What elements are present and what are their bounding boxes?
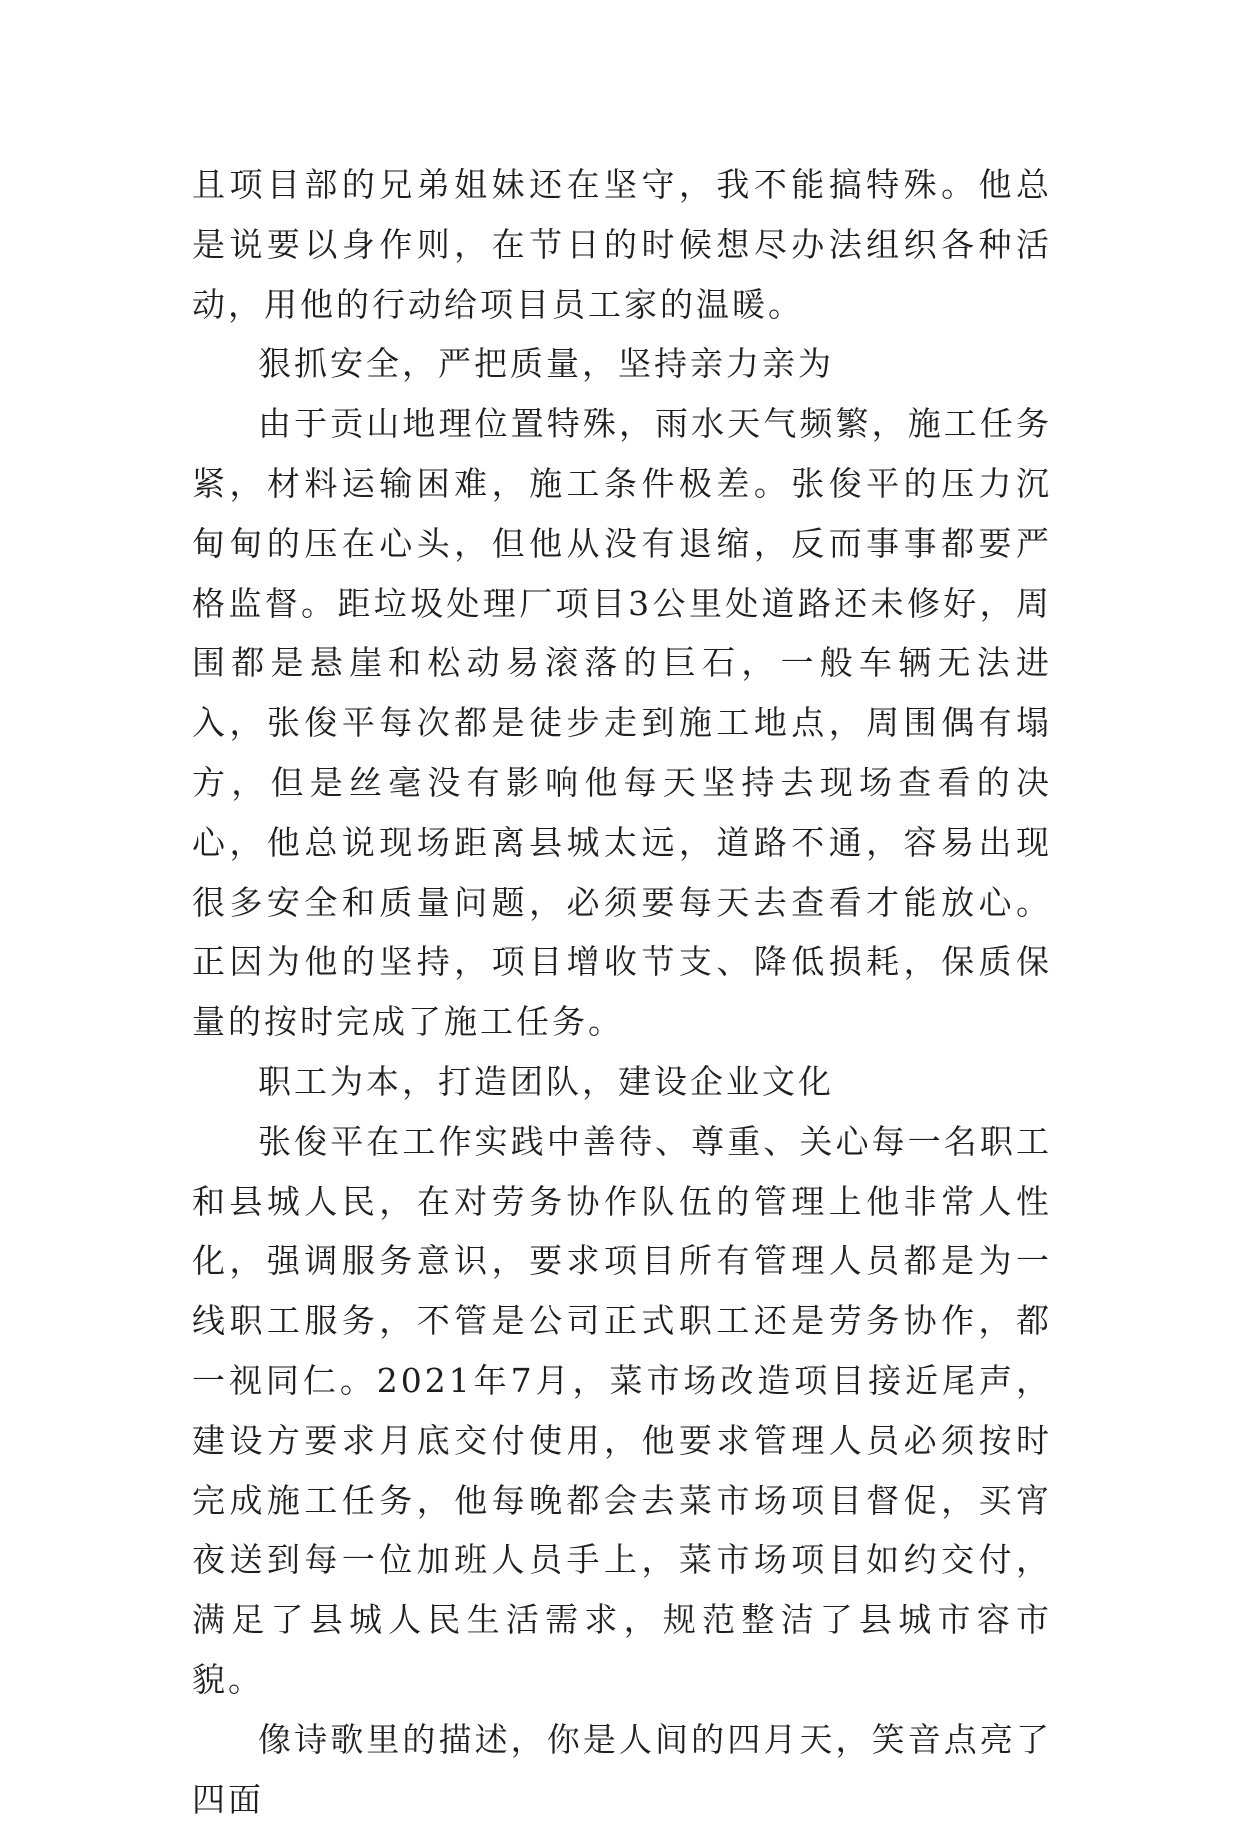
paragraph-closing: 像诗歌里的描述，你是人间的四月天，笑音点亮了四面 — [192, 1719, 1052, 1819]
paragraph-workers: 张俊平在工作实践中善待、尊重、关心每一名职工和县城人民，在对劳务协作队伍的管理上他非常人性化，强调服务意识，要求项目所有管理人员都是为一线职工服务，不管是公司正式职工还是劳务协作，都一视同仁。2021年7月，菜市场改造项目接近尾声，建设方要求月底交付使用，他要求管理人员必须按时完成施工任务，他每晚都会去菜市场项目督促，买宵夜送到每一位加班人员手上，菜市场项目如约交付，满足了县城人民生活需求，规范整洁了县城市容市貌。 — [192, 1121, 1052, 1699]
section-heading-workers: 职工为本，打造团队，建设企业文化 — [258, 1061, 834, 1101]
document-body — [192, 155, 1052, 1829]
paragraph-safety: 由于贡山地理位置特殊，雨水天气频繁，施工任务紧，材料运输困难，施工条件极差。张俊平的压力沉甸甸的压在心头，但他从没有退缩，反而事事都要严格监督。距垃圾处理厂项目3公里处道路还未修好，周围都是悬崖和松动易滚落的巨石，一般车辆无法进入，张俊平每次都是徒步走到施工地点，周围偶有塌方，但是丝毫没有影响他每天坚持去现场查看的决心，他总说现场距离县城太远，道路不通，容易出现很多安全和质量问题，必须要每天去查看才能放心。正因为他的坚持，项目增收节支、降低损耗，保质保量的按时完成了施工任务。 — [192, 404, 1052, 1042]
paragraph-intro: 且项目部的兄弟姐妹还在坚守，我不能搞特殊。他总是说要以身作则，在节日的时候想尽办法组织各种活动，用他的行动给项目员工家的温暖。 — [192, 165, 1052, 324]
section-heading-safety: 狠抓安全，严把质量，坚持亲力亲为 — [258, 344, 834, 384]
